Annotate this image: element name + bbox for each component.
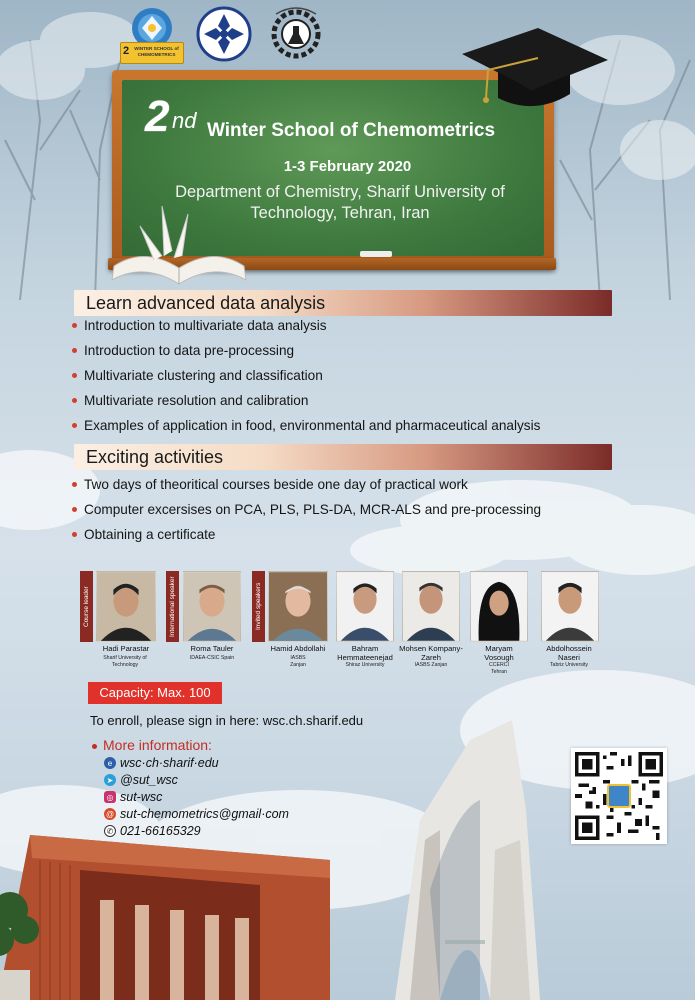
speaker-affiliation: IASBS Zanjan [290,655,306,668]
instagram-contact[interactable] [104,790,162,804]
learn-topics-list [72,313,540,438]
sharif-university-logo-icon [196,6,252,62]
speaker-affiliation: CCERCI Tehran [489,662,509,675]
email-text: sut-chemometrics@gmail·com [120,807,289,821]
telegram-contact[interactable] [104,773,178,787]
speaker-affiliation: Shiraz University [345,662,385,668]
event-title: Winter School of Chemometrics [207,120,496,141]
event-date: 1-3 February 2020 [283,158,412,175]
speaker-photo [183,571,241,642]
phone-contact[interactable] [104,824,201,838]
speaker-photo [541,571,599,642]
activities-list [72,472,541,547]
chalk-piece [360,251,392,257]
more-info-heading: More information: [92,737,212,753]
website-contact[interactable] [104,756,219,770]
badge-number: 2 [123,45,130,57]
badge-text: WINTER SCHOOL of CHEMOMETRICS [134,46,179,57]
invited-speakers-label: Invited speakers [252,571,265,642]
course-leader-label: Course leader [80,571,93,642]
speaker-name: Mohsen Kompany-Zareh [399,644,463,662]
instagram-text: sut-wsc [120,790,163,804]
telegram-icon: ➤ [104,774,116,786]
chemistry-department-logo-icon [266,4,326,62]
list-item: Examples of application in food, environmental and pharmaceutical analysis [72,413,540,438]
winter-school-badge [120,42,184,64]
list-item: Computer excersises on PCA, PLS, PLS-DA, MCR-ALS and pre-processing [72,497,541,522]
phone-icon: ✆ [104,825,116,837]
list-item: Introduction to data pre-processing [72,338,540,363]
instagram-icon: ◎ [104,791,116,803]
speaker-affiliation: IDAEA-CSIC Spain [189,655,235,661]
section-heading-learn: Learn advanced data analysis [74,290,612,316]
speaker-affiliation: IASBS Zanjan [414,662,448,668]
speaker-photo [96,571,156,642]
speaker-photo [402,571,460,642]
telegram-text: @sut_wsc [120,773,178,787]
website-text: wsc·ch·sharif·edu [120,756,219,770]
phone-text: 021-66165329 [120,824,201,838]
speaker-name: Abdolhossein Naseri [546,644,592,662]
speaker-name: Roma Tauler [190,644,234,653]
azadi-tower [395,720,540,1000]
sharif-university-building [0,835,330,1000]
speaker-photo [336,571,394,642]
list-item: Two days of theoritical courses beside one day of practical work [72,472,541,497]
list-item: Multivariate resolution and calibration [72,388,540,413]
speaker-affiliation: Sharif University of Technology [103,655,147,668]
speaker-photo [268,571,328,642]
qr-logo-icon [607,784,631,808]
list-item: Obtaining a certificate [72,522,541,547]
capacity-badge: Capacity: Max. 100 [88,682,222,704]
speaker-name: Maryam Vosough [484,644,514,662]
edition-suffix: nd [172,108,197,133]
section-heading-activities: Exciting activities [74,444,612,470]
speaker-name: Hadi Parastar [102,644,150,653]
web-browser-icon: e [104,757,116,769]
speaker-photo [470,571,528,642]
registration-qr-code[interactable] [571,748,667,844]
speaker-name: Hamid Abdollahi [270,644,326,653]
event-venue: Department of Chemistry, Sharif University of Technology, Tehran, Iran [175,183,505,222]
email-icon: @ [105,809,115,819]
list-item: Introduction to multivariate data analysis [72,313,540,338]
open-book-icon [104,196,254,288]
edition-number: 2 [145,92,169,141]
list-item: Multivariate clustering and classification [72,363,540,388]
email-contact[interactable] [104,807,289,821]
speaker-affiliation: Tabriz University [549,662,589,668]
enroll-text[interactable]: To enroll, please sign in here: wsc.ch.sharif.edu [90,713,364,728]
graduation-cap-icon [458,20,612,114]
speaker-name: Bahram Hemmateenejad [337,644,393,662]
international-speaker-label: International speaker [166,571,179,642]
